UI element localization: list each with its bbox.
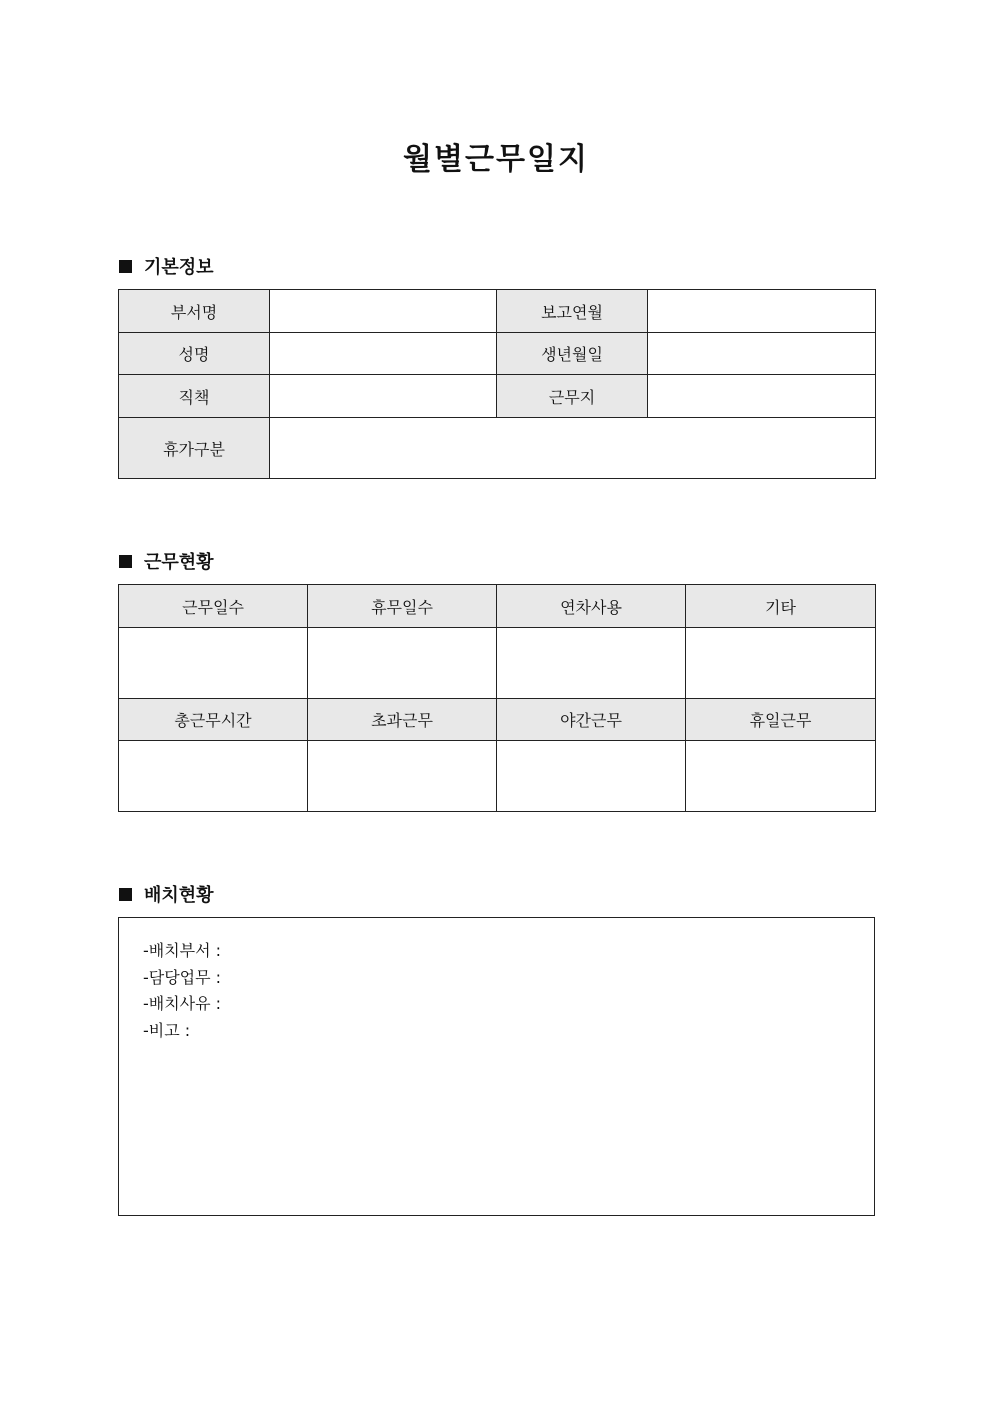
table-row — [119, 699, 876, 741]
department-label: 부서명 — [119, 290, 270, 333]
table-row — [119, 418, 876, 479]
overtime-label: 초과근무 — [308, 699, 497, 741]
holiday-work-label: 휴일근무 — [686, 699, 876, 741]
night-work-field[interactable] — [497, 741, 686, 812]
birthdate-field[interactable] — [648, 333, 876, 375]
work-status-table — [118, 584, 876, 812]
off-days-label: 휴무일수 — [308, 585, 497, 628]
work-status-heading-text: 근무현황 — [144, 552, 214, 573]
square-bullet-icon — [119, 888, 132, 901]
square-bullet-icon — [119, 555, 132, 568]
other-label: 기타 — [686, 585, 876, 628]
basic-info-heading — [119, 253, 214, 279]
workplace-label: 근무지 — [497, 375, 648, 418]
off-days-field[interactable] — [308, 628, 497, 699]
total-hours-field[interactable] — [119, 741, 308, 812]
report-month-label: 보고연월 — [497, 290, 648, 333]
overtime-field[interactable] — [308, 741, 497, 812]
table-row — [119, 290, 876, 333]
workplace-field[interactable] — [648, 375, 876, 418]
holiday-work-field[interactable] — [686, 741, 876, 812]
table-row — [119, 333, 876, 375]
leave-type-label: 휴가구분 — [119, 418, 270, 479]
annual-leave-field[interactable] — [497, 628, 686, 699]
table-row — [119, 741, 876, 812]
position-label: 직책 — [119, 375, 270, 418]
report-month-field[interactable] — [648, 290, 876, 333]
placement-duty-line: -담당업무 : — [143, 967, 222, 987]
annual-leave-label: 연차사용 — [497, 585, 686, 628]
work-status-heading — [119, 548, 214, 574]
night-work-label: 야간근무 — [497, 699, 686, 741]
work-days-label: 근무일수 — [119, 585, 308, 628]
document-title: 월별근무일지 — [403, 142, 589, 177]
name-field[interactable] — [270, 333, 497, 375]
placement-note-line: -비고 : — [143, 1020, 191, 1040]
table-row — [119, 628, 876, 699]
table-row — [119, 375, 876, 418]
position-field[interactable] — [270, 375, 497, 418]
placement-reason-line: -배치사유 : — [143, 994, 222, 1013]
leave-type-field[interactable] — [270, 418, 876, 479]
work-days-field[interactable] — [119, 628, 308, 699]
placement-heading-text: 배치현황 — [144, 885, 214, 906]
placement-list — [119, 918, 874, 1044]
department-field[interactable] — [270, 290, 497, 333]
total-hours-label: 총근무시간 — [119, 699, 308, 741]
basic-info-table — [118, 289, 876, 479]
name-label: 성명 — [119, 333, 270, 375]
placement-heading — [119, 881, 214, 907]
other-field[interactable] — [686, 628, 876, 699]
birthdate-label: 생년월일 — [497, 333, 648, 375]
placement-box[interactable] — [118, 917, 875, 1216]
table-row — [119, 585, 876, 628]
placement-department-line: -배치부서 : — [143, 941, 222, 960]
square-bullet-icon — [119, 260, 132, 273]
basic-info-heading-text: 기본정보 — [144, 257, 214, 278]
